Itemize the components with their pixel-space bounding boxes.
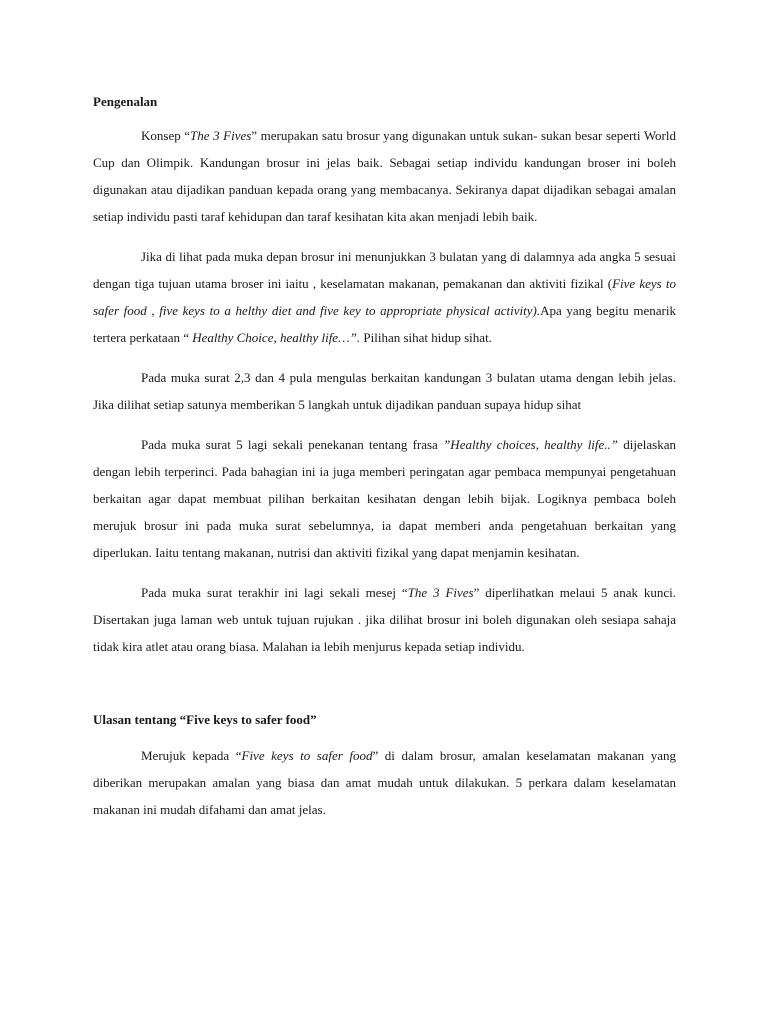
paragraph-text: Jika di lihat pada muka depan brosur ini menunjukkan 3 bulatan yang di dalamnya ada angka 5 sesuai dengan tiga tujuan utama broser ini iaitu , keselamatan makanan, pemakanan dan aktiviti fizikal ( — [93, 249, 676, 291]
paragraph-text: Pada muka surat terakhir ini lagi sekali mesej “ — [141, 585, 408, 600]
italic-text: The 3 Fives — [190, 128, 252, 143]
paragraph-muka-depan — [93, 243, 676, 351]
paragraph-konsep — [93, 122, 676, 230]
italic-text: ”Healthy choices, healthy life..” — [443, 437, 619, 452]
section-heading-ulasan: Ulasan tentang “Five keys to safer food” — [93, 712, 317, 727]
paragraph-text: ” diperlihatkan melaui 5 anak kunci. Disertakan juga laman web untuk tujuan rujukan . jika dilihat brosur ini boleh digunakan oleh sesiapa sahaja tidak kira atlet atau orang biasa. Malahan ia lebih menjurus kepada setiap individu. — [93, 585, 676, 654]
paragraph-text: Merujuk kepada “ — [141, 748, 242, 763]
paragraph-text: ” merupakan satu brosur yang digunakan untuk sukan- sukan besar seperti World Cup dan Olimpik. Kandungan brosur ini jelas baik. Sebagai setiap individu kandungan broser ini boleh digunakan atau dijadikan panduan kepada orang yang membacanya. Sekiranya dapat dijadikan sebagai amalan setiap individu pasti taraf kehidupan dan taraf kesihatan kita akan menjadi lebih baik. — [93, 128, 677, 224]
paragraph-merujuk — [93, 742, 676, 823]
paragraph-muka-surat-terakhir — [93, 579, 676, 660]
paragraph-text: ” di dalam brosur, amalan keselamatan makanan yang diberikan merupakan amalan yang biasa dan amat mudah untuk dilakukan. 5 perkara dalam keselamatan makanan ini mudah difahami dan amat jelas. — [93, 748, 677, 817]
document-page — [93, 92, 676, 823]
paragraph-muka-surat-2-3-4 — [93, 364, 676, 418]
paragraph-text: Konsep “ — [141, 128, 191, 143]
paragraph-text: Apa yang begitu menarik tertera perkataan “ — [93, 303, 676, 345]
section-heading-pengenalan: Pengenalan — [93, 94, 158, 109]
paragraph-text: Pada muka surat 2,3 dan 4 pula mengulas berkaitan kandungan 3 bulatan utama dengan lebih jelas. Jika dilihat setiap satunya memberikan 5 langkah untuk dijadikan panduan supaya hidup sihat — [93, 370, 676, 412]
italic-text: Five keys to safer food , five keys to a helthy diet and five key to appropriate physical activity). — [93, 276, 676, 318]
italic-text: The 3 Fives — [407, 585, 474, 600]
italic-text: Five keys to safer food — [241, 748, 373, 763]
italic-text: Healthy Choice, healthy life…”. — [192, 330, 361, 345]
paragraph-muka-surat-5 — [93, 431, 676, 566]
paragraph-text: dijelaskan dengan lebih terperinci. Pada bahagian ini ia juga memberi peringatan agar pembaca mempunyai pengetahuan berkaitan agar dapat membuat pilihan berkaitan kesihatan dengan lebih bijak. Logiknya pembaca boleh merujuk brosur ini pada muka surat sebelumnya, ia dapat memberi anda pengetahuan berkaitan yang diperlukan. Iaitu tentang makanan, nutrisi dan aktiviti fizikal yang dapat menjamin kesihatan. — [93, 437, 676, 560]
paragraph-text: Pilihan sihat hidup sihat. — [360, 330, 492, 345]
paragraph-text: Pada muka surat 5 lagi sekali penekanan tentang frasa — [141, 437, 444, 452]
